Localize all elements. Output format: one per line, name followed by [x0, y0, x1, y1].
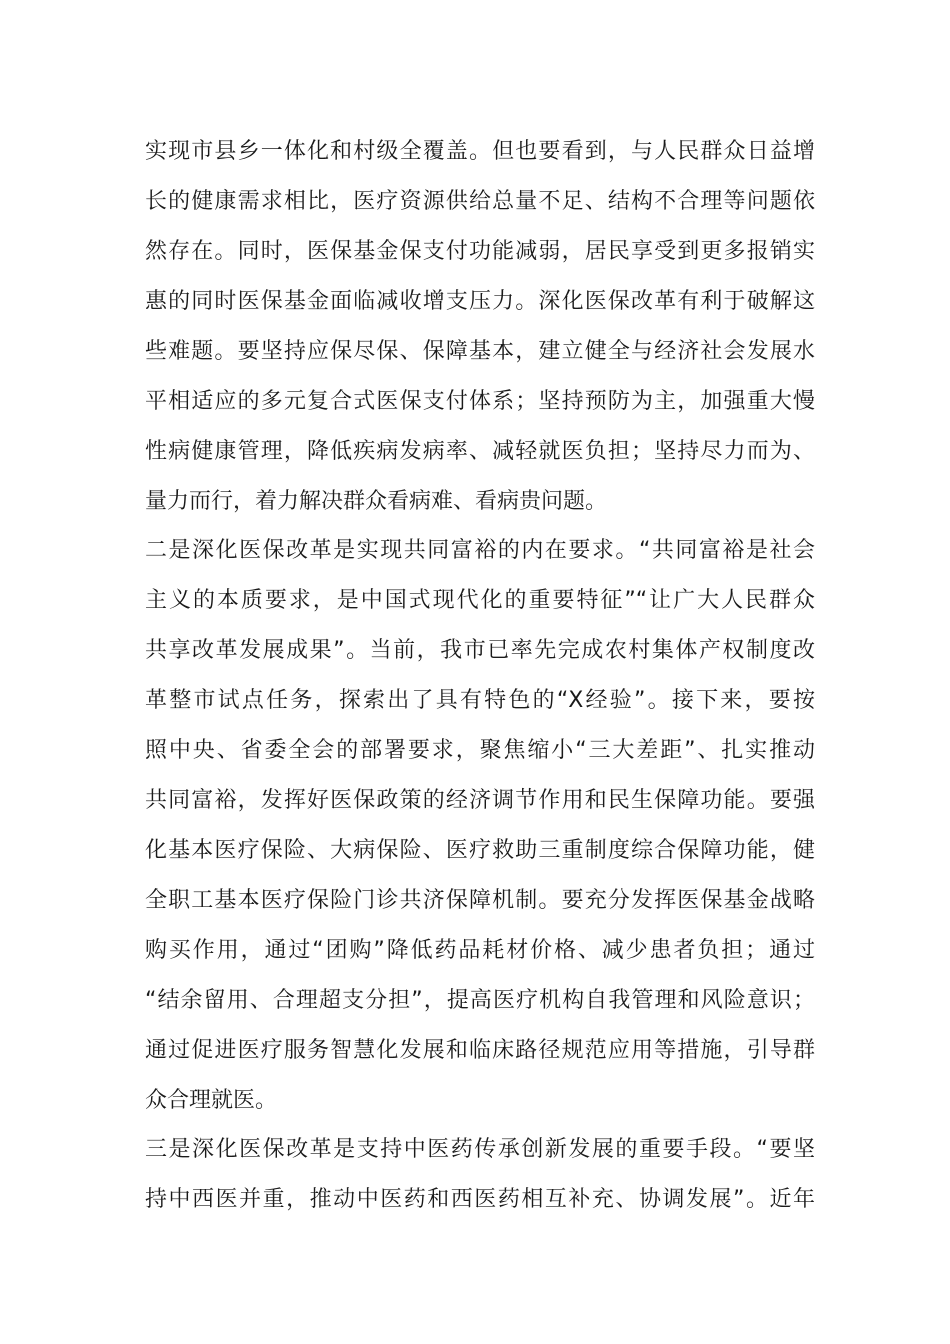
text-line: “结余留用、合理超支分担”，提高医疗机构自我管理和风险意识； [145, 988, 815, 1013]
text-line: 长的健康需求相比，医疗资源供给总量不足、结构不合理等问题依 [145, 189, 815, 214]
text-line: 二是深化医保改革是实现共同富裕的内在要求。“共同富裕是社会 [145, 538, 815, 563]
text-line: 性病健康管理，降低疾病发病率、减轻就医负担；坚持尽力而为、 [145, 439, 815, 464]
text-line: 三是深化医保改革是支持中医药传承创新发展的重要手段。“要坚 [145, 1137, 815, 1162]
text-line: 购买作用，通过“团购”降低药品耗材价格、减少患者负担；通过 [145, 938, 815, 963]
text-line: 持中西医并重，推动中医药和西医药相互补充、协调发展”。近年 [145, 1187, 815, 1212]
text-line: 共享改革发展成果”。当前，我市已率先完成农村集体产权制度改 [145, 638, 815, 663]
text-line: 惠的同时医保基金面临减收增支压力。深化医保改革有利于破解这 [145, 289, 815, 314]
text-line: 共同富裕，发挥好医保政策的经济调节作用和民生保障功能。要强 [145, 788, 815, 813]
text-line: 主义的本质要求，是中国式现代化的重要特征”“让广大人民群众 [145, 588, 815, 613]
text-line: 量力而行，着力解决群众看病难、看病贵问题。 [145, 489, 608, 514]
text-line: 照中央、省委全会的部署要求，聚焦缩小“三大差距”、扎实推动 [145, 738, 815, 763]
text-line: 革整市试点任务，探索出了具有特色的“X经验”。接下来，要按 [145, 688, 815, 713]
text-line: 实现市县乡一体化和村级全覆盖。但也要看到，与人民群众日益增 [145, 139, 815, 164]
text-line: 众合理就医。 [145, 1088, 278, 1113]
text-line: 然存在。同时，医保基金保支付功能减弱，居民享受到更多报销实 [145, 239, 815, 264]
text-line: 化基本医疗保险、大病保险、医疗救助三重制度综合保障功能，健 [145, 838, 815, 863]
text-line: 平相适应的多元复合式医保支付体系；坚持预防为主，加强重大慢 [145, 389, 815, 414]
text-line: 些难题。要坚持应保尽保、保障基本，建立健全与经济社会发展水 [145, 339, 815, 364]
text-line: 通过促进医疗服务智慧化发展和临床路径规范应用等措施，引导群 [145, 1038, 815, 1063]
text-line: 全职工基本医疗保险门诊共济保障机制。要充分发挥医保基金战略 [145, 888, 815, 913]
